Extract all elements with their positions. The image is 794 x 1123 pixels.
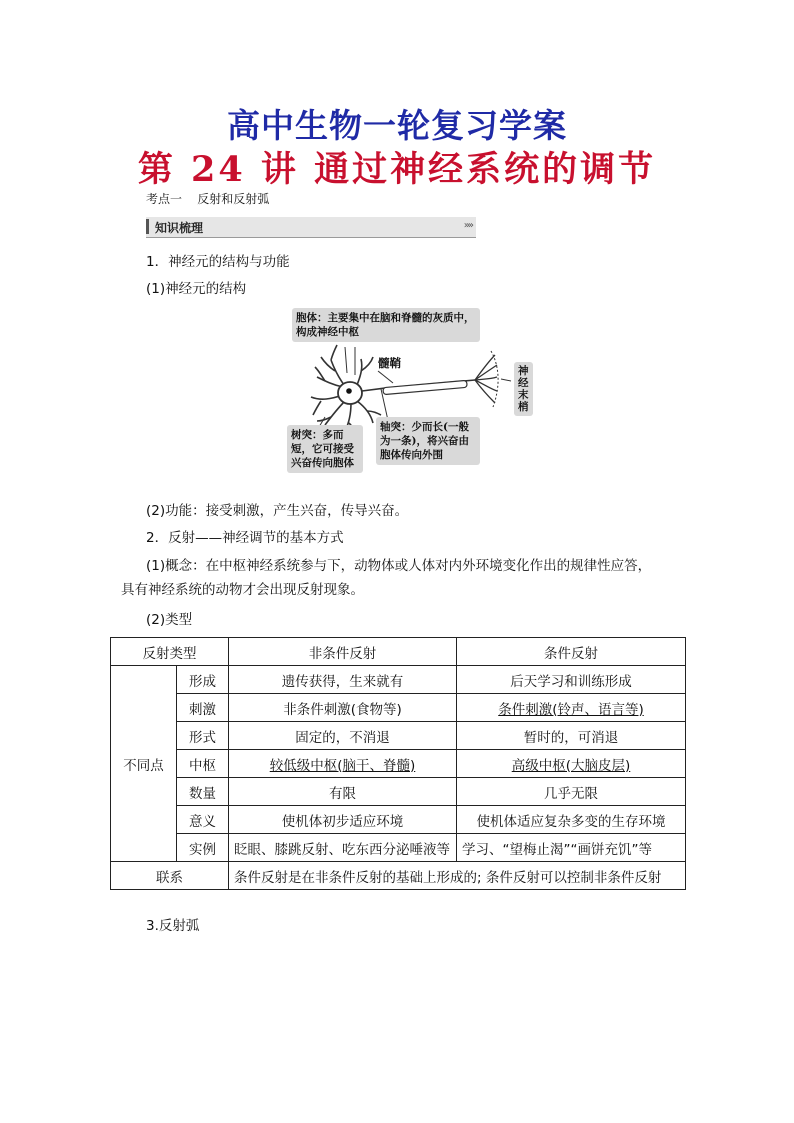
table-row	[111, 666, 686, 694]
reflex-comparison-table	[110, 637, 686, 890]
table-link-row	[111, 862, 686, 890]
myelin-label: 髓鞘	[378, 356, 401, 370]
table-row	[111, 750, 686, 778]
section-marker	[146, 219, 149, 234]
header-cell-type: 反射类型	[111, 638, 229, 666]
group-label-cell: 不同点	[111, 666, 177, 862]
heading-1a: (1)神经元的结构	[146, 281, 247, 297]
cond-cell: 暂时的，可消退	[457, 722, 686, 750]
table-row	[111, 722, 686, 750]
heading-3: 3.反射弧	[146, 918, 200, 934]
uncond-cell: 非条件刺激(食物等)	[229, 694, 457, 722]
uncond-cell: 眨眼、膝跳反射、吃东西分泌唾液等	[229, 834, 457, 862]
heading-1: 1．神经元的结构与功能	[146, 254, 290, 270]
neuron-diagram	[285, 305, 535, 490]
table-header-row	[111, 638, 686, 666]
cond-cell: 学习、“望梅止渴”“画饼充饥”等	[457, 834, 686, 862]
cond-cell: 条件刺激(铃声、语言等)	[457, 694, 686, 722]
axon-callout: 轴突：少而长(一般为一条)，将兴奋由胞体传向外围	[376, 417, 480, 465]
row-label: 实例	[177, 834, 229, 862]
types-heading: (2)类型	[146, 612, 193, 628]
row-label: 刺激	[177, 694, 229, 722]
terminal-outline	[491, 351, 498, 407]
axon-terminals	[475, 355, 497, 403]
row-label: 中枢	[177, 750, 229, 778]
nucleus	[346, 388, 352, 394]
heading-2: 2．反射——神经调节的基本方式	[146, 530, 344, 546]
uncond-cell: 遗传获得，生来就有	[229, 666, 457, 694]
function-line: (2)功能：接受刺激，产生兴奋，传导兴奋。	[146, 503, 409, 519]
concept-line-2: 具有神经系统的动物才会出现反射现象。	[121, 582, 364, 598]
uncond-cell: 有限	[229, 778, 457, 806]
link-text-cell: 条件反射是在非条件反射的基础上形成的; 条件反射可以控制非条件反射	[229, 862, 686, 890]
concept-line-1: (1)概念：在中枢神经系统参与下，动物体或人体对内外环境变化作出的规律性应答，	[146, 558, 652, 574]
row-label: 形式	[177, 722, 229, 750]
link-label-cell: 联系	[111, 862, 229, 890]
dendrite-callout: 树突：多而短，它可接受兴奋传向胞体	[287, 425, 363, 473]
row-label: 形成	[177, 666, 229, 694]
cond-cell: 后天学习和训练形成	[457, 666, 686, 694]
header-cell-conditioned: 条件反射	[457, 638, 686, 666]
table-row	[111, 834, 686, 862]
table-row	[111, 806, 686, 834]
section-bar	[146, 217, 476, 238]
table-row	[111, 694, 686, 722]
page-title: 高中生物一轮复习学案	[227, 106, 567, 145]
uncond-cell: 使机体初步适应环境	[229, 806, 457, 834]
soma-callout: 胞体：主要集中在脑和脊髓的灰质中，构成神经中枢	[292, 308, 480, 342]
table-row	[111, 778, 686, 806]
header-cell-unconditioned: 非条件反射	[229, 638, 457, 666]
uncond-cell: 固定的，不消退	[229, 722, 457, 750]
cond-cell: 使机体适应复杂多变的生存环境	[457, 806, 686, 834]
row-label: 数量	[177, 778, 229, 806]
lesson-title: 第 24 讲 通过神经系统的调节	[137, 149, 657, 190]
topic-heading: 考点一 反射和反射弧	[146, 192, 270, 206]
cond-cell: 几乎无限	[457, 778, 686, 806]
cond-cell: 高级中枢(大脑皮层)	[457, 750, 686, 778]
myelin-sheath	[383, 380, 467, 394]
row-label: 意义	[177, 806, 229, 834]
chevron-right-icon: »»	[463, 220, 472, 231]
uncond-cell: 较低级中枢(脑干、脊髓)	[229, 750, 457, 778]
section-label: 知识梳理	[155, 221, 204, 235]
nerve-ending-callout: 神经末梢	[514, 362, 533, 416]
